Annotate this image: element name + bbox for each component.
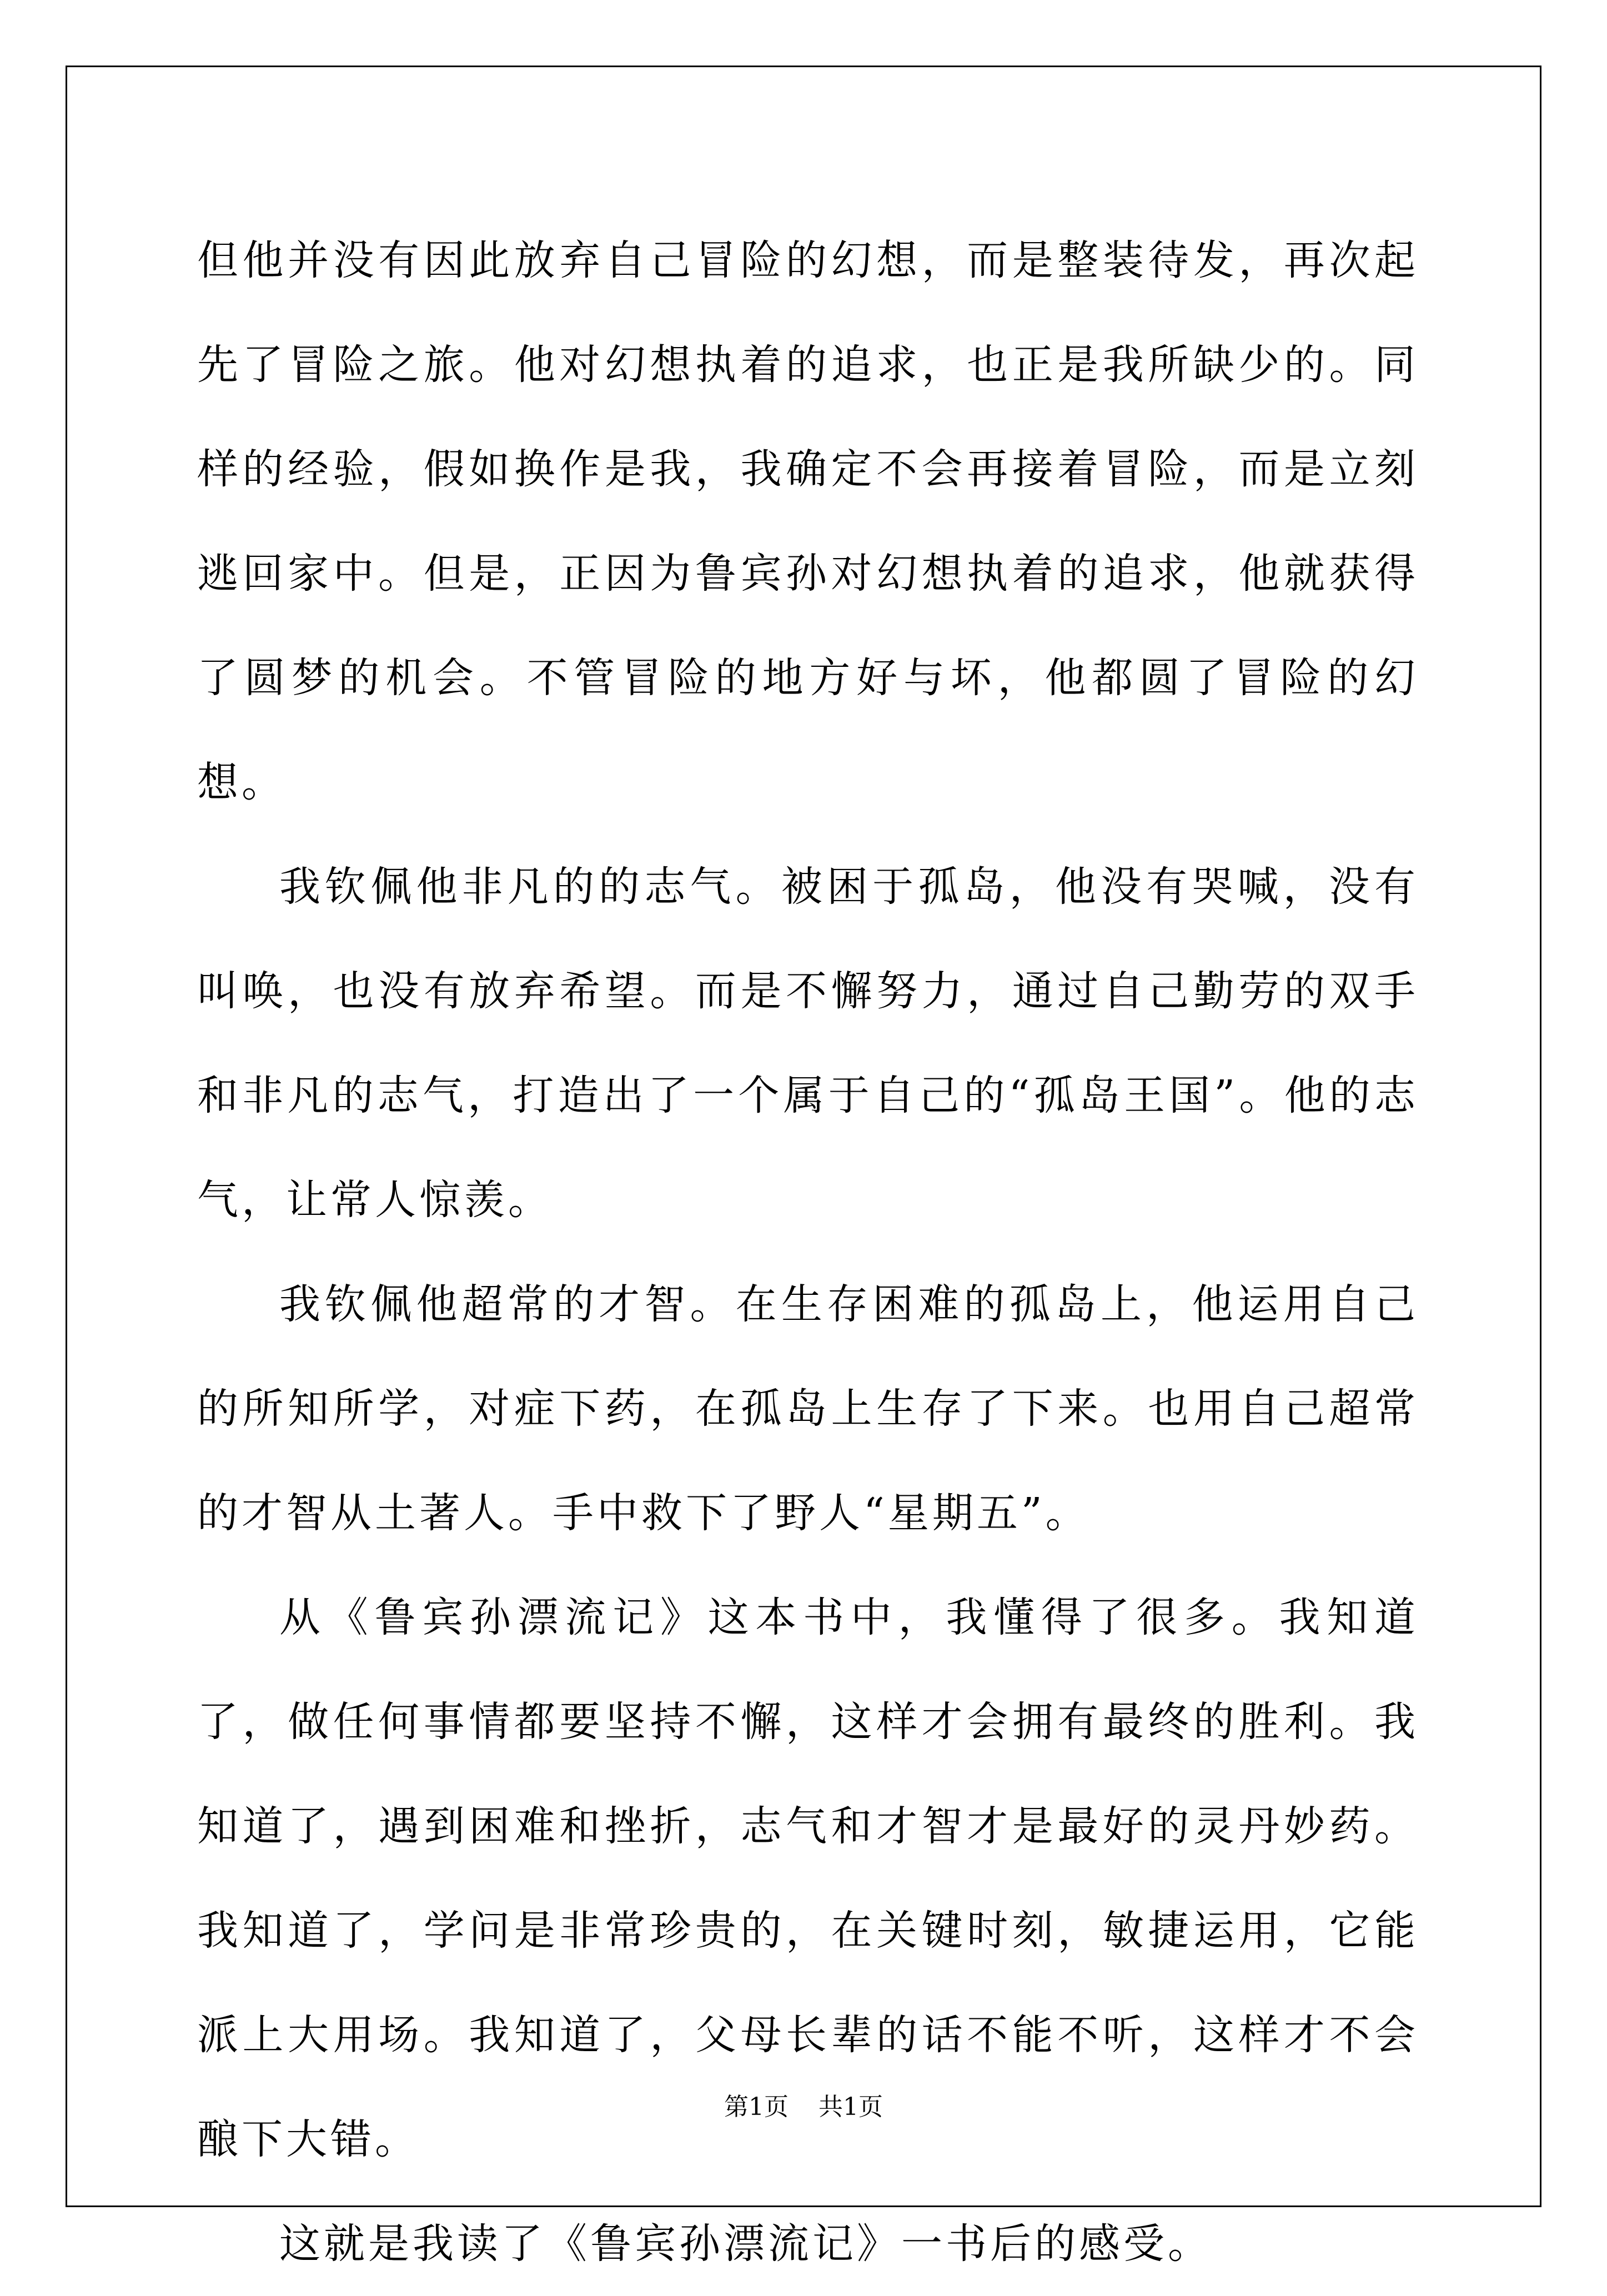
page-footer — [0, 2087, 1607, 2122]
page-number-current: 第1页 — [724, 2093, 789, 2121]
paragraph-4: 从《鲁宾孙漂流记》这本书中，我懂得了很多。我知道了，做任何事情都要坚持不懈，这样才会拥有最终的胜利。我知道了，遇到困难和挫折，志气和才智才是最好的灵丹妙药。我知道了，学问是非常珍贵的，在关键时刻，敏捷运用，它能派上大用场。我知道了，父母长辈的话不能不听，这样才不会酿下大错。 — [197, 1594, 1419, 2163]
paragraph-5: 这就是我读了《鲁宾孙漂流记》一书后的感受。 — [279, 2220, 1212, 2268]
paragraph-2: 我钦佩他非凡的的志气。被困于孤岛，他没有哭喊，没有叫唤，也没有放弃希望。而是不懈努力，通过自己勤劳的双手和非凡的志气，打造出了一个属于自己的“孤岛王国”。他的志气，让常人惊羡。 — [197, 863, 1419, 1224]
document-body — [197, 208, 1419, 2296]
paragraph-3: 我钦佩他超常的才智。在生存困难的孤岛上，他运用自己的所知所学，对症下药，在孤岛上生存了下来。也用自己超常的才智从土著人。手中救下了野人“星期五”。 — [197, 1280, 1419, 1537]
paragraph-1: 但他并没有因此放弃自己冒险的幻想，而是整装待发，再次起先了冒险之旅。他对幻想执着的追求，也正是我所缺少的。同样的经验，假如换作是我，我确定不会再接着冒险，而是立刻逃回家中。但是，正因为鲁宾孙对幻想执着的追求，他就获得了圆梦的机会。不管冒险的地方好与坏，他都圆了冒险的幻想。 — [197, 237, 1419, 806]
page-number-total: 共1页 — [818, 2093, 883, 2121]
